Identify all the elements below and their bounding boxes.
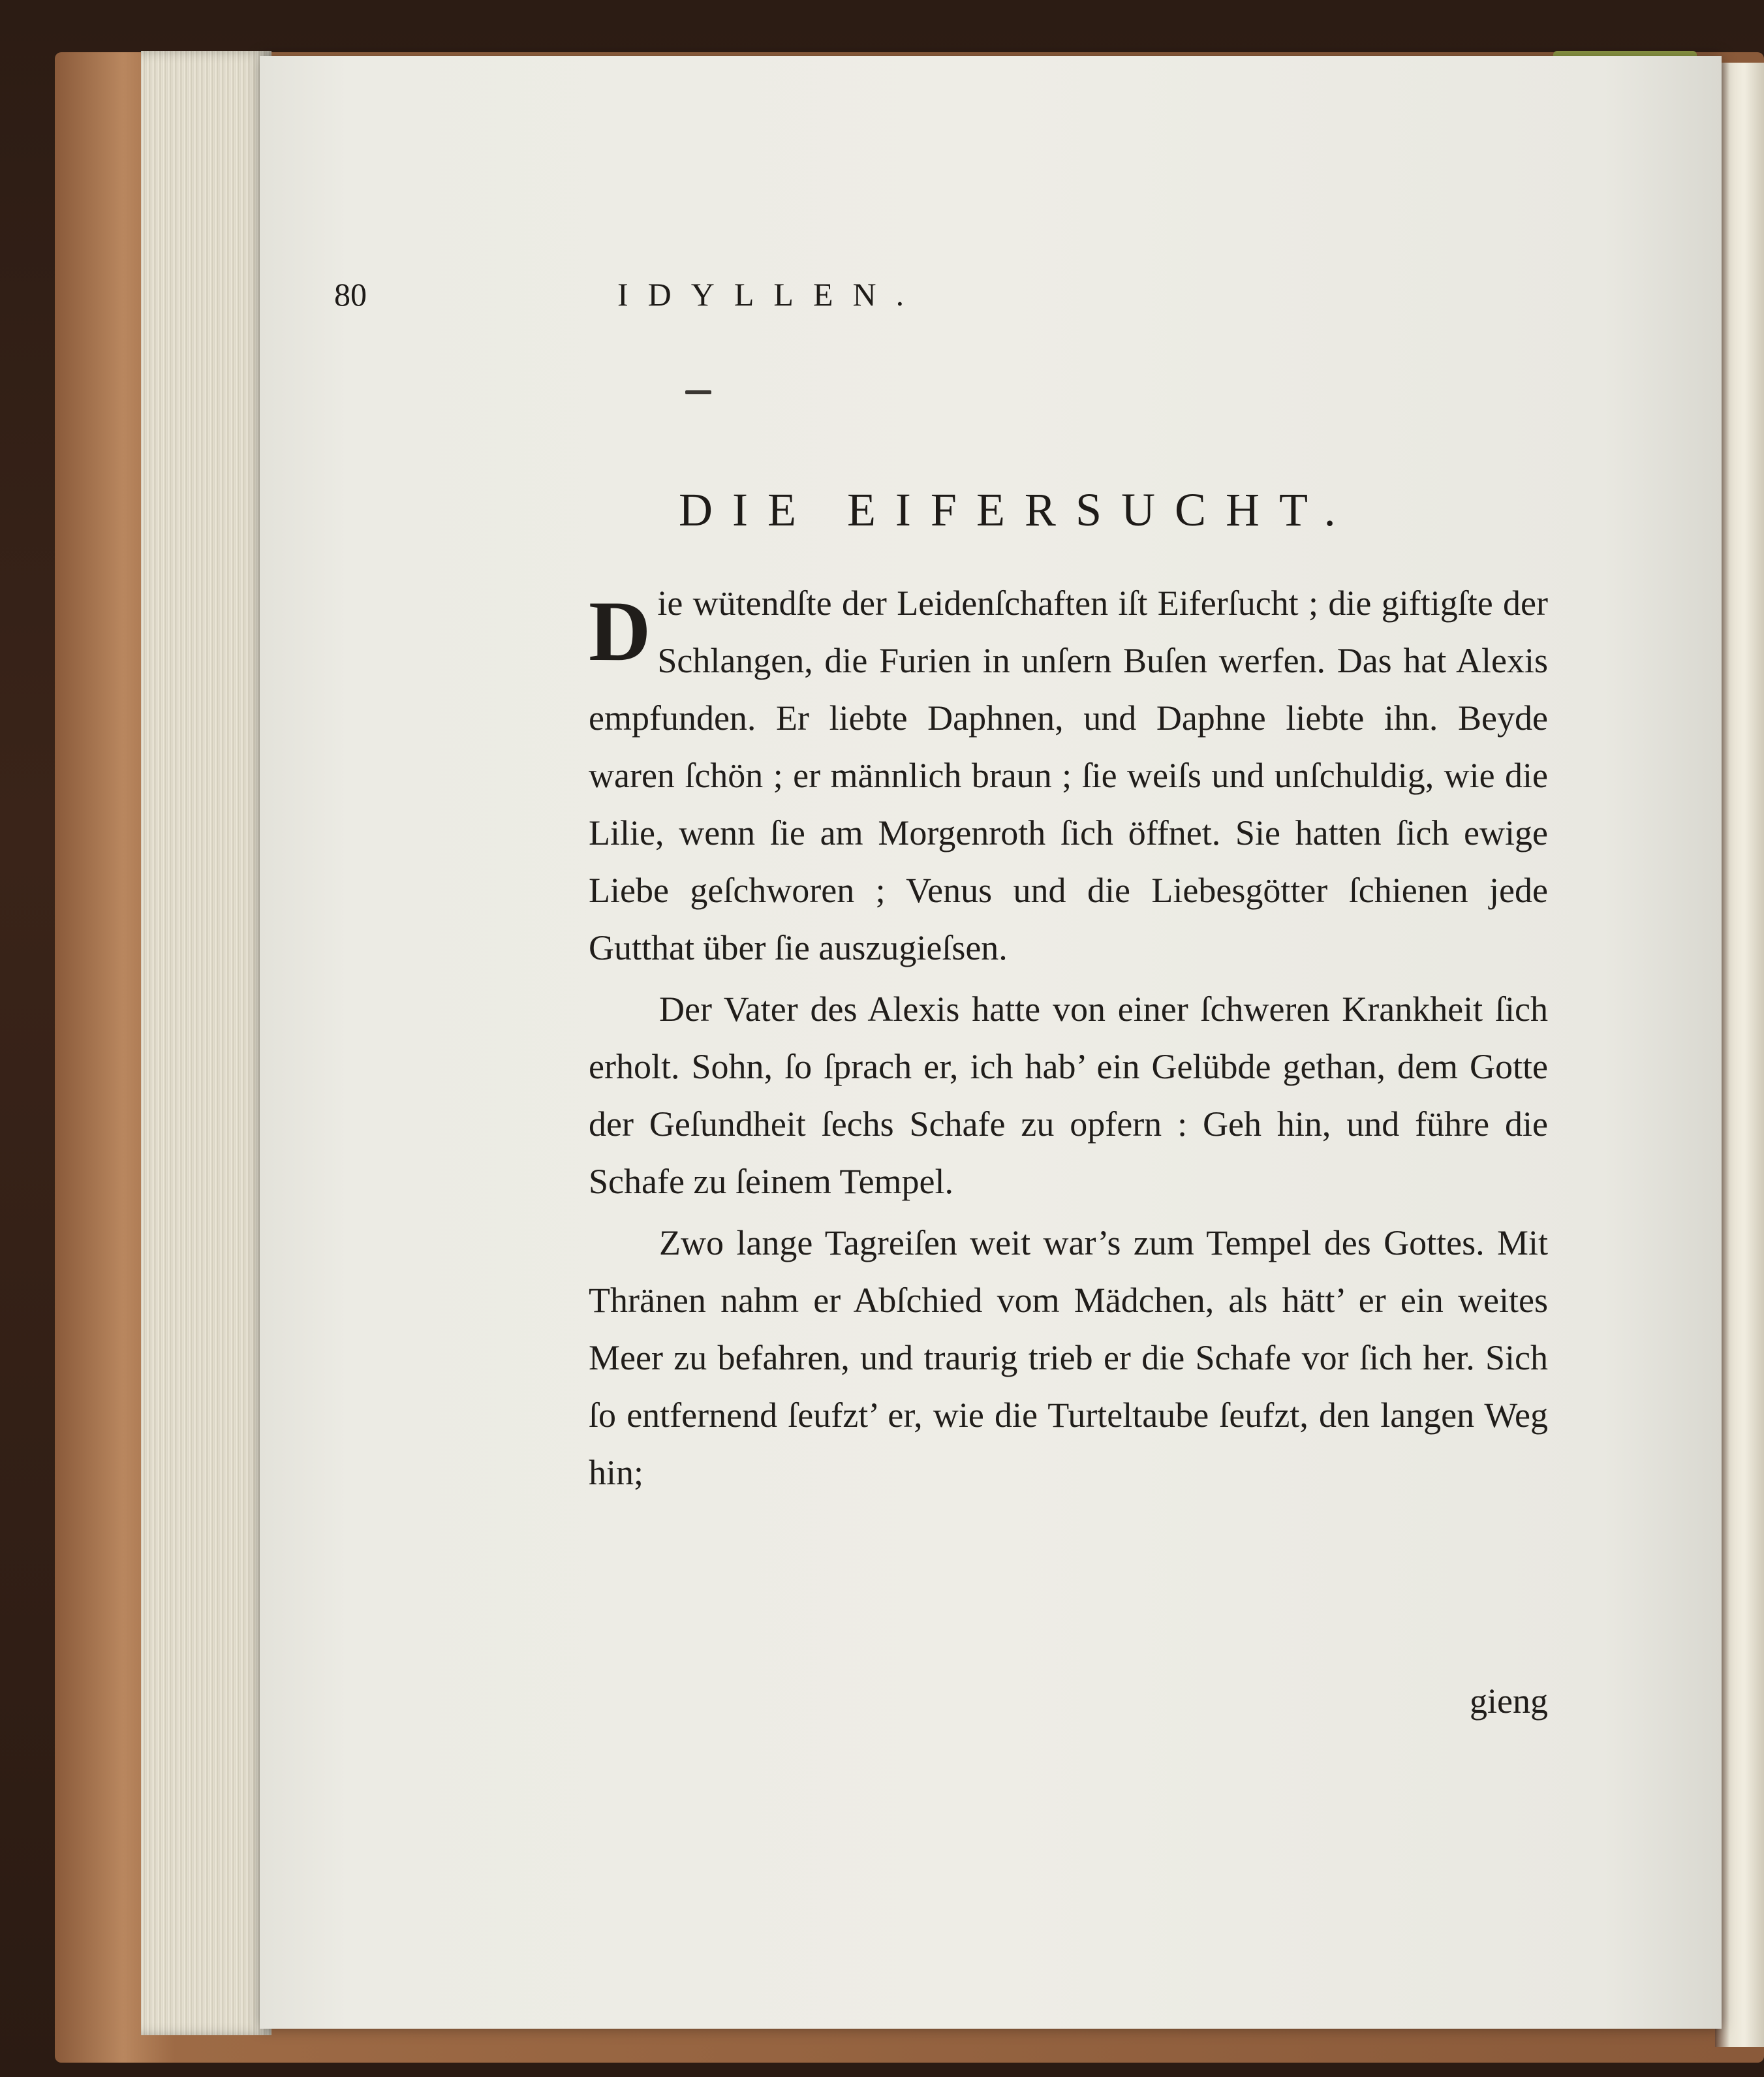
paragraph-1-text: ie wütendſte der Leidenſchaften iſt Eiferſucht ; die giftigſte der Schlangen, die Furien in unſern Buſen werfen. Das hat Alexis empfunden. Er liebte Daphnen, und Daphne liebte ihn. Beyde waren ſchön ; er männlich braun ; ſie weiſs und unſchuldig, wie die Lilie, wenn ſie am Morgenroth ſich öffnet. Sie hatten ſich ewige Liebe geſchworen ; Venus und die Liebesgötter ſchienen jede Gutthat über ſie auszugieſsen.	[589, 584, 1548, 967]
paragraph-1	[589, 574, 1548, 976]
catchword: gieng	[1470, 1681, 1548, 1721]
drop-cap: D	[589, 583, 651, 679]
page-number: 80	[334, 276, 367, 313]
running-head	[334, 275, 1287, 328]
printer-mark	[685, 390, 711, 394]
page-edges-left	[141, 51, 271, 2035]
paragraph-3: Zwo lange Tagreiſen weit war’s zum Tempel des Gottes. Mit Thränen nahm er Abſchied vom Mädchen, als hätt’ er ein weites Meer zu befahren, und traurig trieb er die Schafe vor ſich her. Sich ſo entfernend ſeufzt’ er, wie die Turteltaube ſeufzt, den langen Weg hin;	[589, 1223, 1548, 1492]
chapter-title: DIE EIFERSUCHT.	[679, 484, 1355, 536]
page-edges-right	[1715, 63, 1764, 2047]
running-title: IDYLLEN.	[617, 276, 924, 313]
body-text	[589, 574, 1548, 1505]
paragraph-2: Der Vater des Alexis hatte von einer ſchweren Krankheit ſich erholt. Sohn, ſo ſprach er, ich hab’ ein Gelübde gethan, dem Gotte der Geſundheit ſechs Schafe zu opfern : Geh hin, und führe die Schafe zu ſeinem Tempel.	[589, 990, 1548, 1201]
